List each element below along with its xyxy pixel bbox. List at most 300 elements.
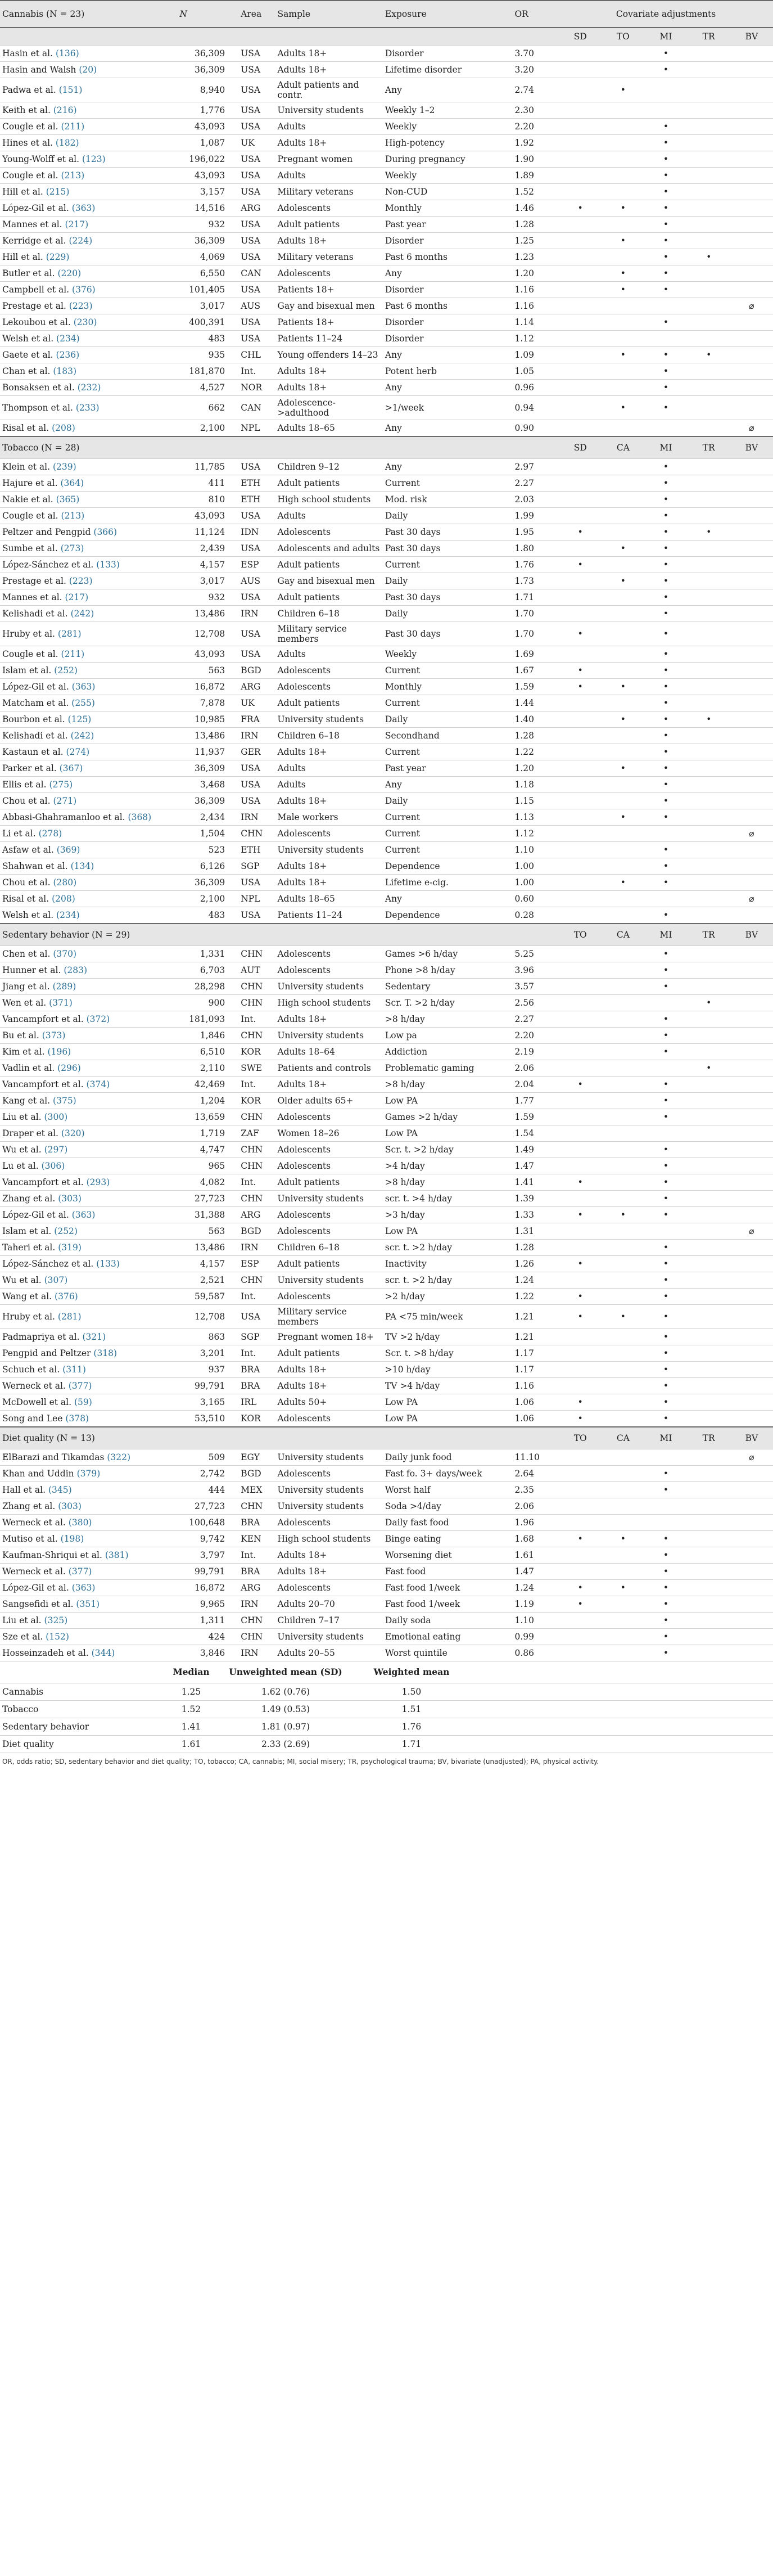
bv-cell [730, 1515, 773, 1531]
citation-link[interactable]: (322) [107, 1452, 131, 1462]
bv-cell [730, 1060, 773, 1077]
tr-cell [688, 1466, 730, 1482]
citation-link[interactable]: (303) [58, 1501, 82, 1511]
table-row [0, 184, 773, 200]
mi-cell [644, 891, 687, 907]
sd-cell [559, 842, 602, 858]
citation-link[interactable]: (229) [46, 252, 70, 262]
citation-link[interactable]: (307) [44, 1275, 68, 1285]
tr-cell [688, 492, 730, 508]
exposure-cell: Inactivity [383, 1256, 513, 1272]
citation-link[interactable]: (363) [71, 1210, 96, 1220]
citation-link[interactable]: (368) [128, 812, 152, 822]
exposure-cell: Dependence [383, 907, 513, 924]
tr-cell [688, 573, 730, 589]
sd-cell [559, 1142, 602, 1158]
covariate-code: TR [688, 436, 730, 459]
exposure-cell: Weekly [383, 168, 513, 184]
bv-cell [730, 793, 773, 809]
area-cell: USA [238, 119, 275, 135]
citation-link[interactable]: (252) [54, 665, 78, 675]
sd-cell [559, 217, 602, 233]
sample-cell: Adolescents and adults [275, 541, 382, 557]
citation-link[interactable]: (133) [96, 1259, 120, 1269]
study-cell: Hruby et al. (281) [0, 622, 177, 646]
citation-link[interactable]: (293) [86, 1177, 110, 1187]
exposure-cell: Fast food 1/week [383, 1596, 513, 1613]
n-cell: 411 [177, 475, 238, 492]
citation-link[interactable]: (125) [67, 714, 92, 724]
to-cell [602, 168, 644, 184]
study-cell: Chan et al. (183) [0, 363, 177, 380]
to-cell [602, 459, 644, 475]
exposure-cell: Low PA [383, 1411, 513, 1427]
citation-link[interactable]: (344) [91, 1648, 115, 1658]
citation-link[interactable]: (274) [66, 747, 90, 757]
citation-link[interactable]: (234) [56, 910, 80, 920]
area-cell: USA [238, 102, 275, 119]
to-cell [602, 1498, 644, 1515]
citation-link[interactable]: (321) [82, 1332, 106, 1342]
mi-cell: • [644, 1158, 687, 1174]
n-cell: 27,723 [177, 1498, 238, 1515]
mi-cell: • [644, 1613, 687, 1629]
citation-link[interactable]: (232) [77, 382, 101, 393]
or-cell: 1.47 [513, 1158, 559, 1174]
citation-link[interactable]: (213) [61, 170, 85, 181]
mi-cell: • [644, 217, 687, 233]
citation-link[interactable]: (377) [68, 1381, 92, 1391]
citation-link[interactable]: (151) [58, 85, 83, 95]
exposure-cell: During pregnancy [383, 151, 513, 168]
citation-link[interactable]: (275) [49, 780, 73, 790]
citation-link[interactable]: (379) [76, 1469, 101, 1479]
exposure-cell: Daily [383, 793, 513, 809]
mi-cell [644, 298, 687, 314]
n-cell: 9,965 [177, 1596, 238, 1613]
to-cell [602, 314, 644, 331]
sd-cell [559, 1011, 602, 1028]
bv-cell [730, 200, 773, 217]
citation-link[interactable]: (320) [61, 1128, 85, 1138]
citation-link[interactable]: (196) [47, 1047, 71, 1057]
citation-link[interactable]: (216) [53, 105, 77, 115]
mi-cell: • [644, 962, 687, 979]
study-cell: Kaufman-Shriqui et al. (381) [0, 1547, 177, 1564]
bv-cell [730, 380, 773, 396]
exposure-cell: Low PA [383, 1093, 513, 1109]
citation-link[interactable]: (233) [75, 403, 100, 413]
citation-link[interactable]: (134) [70, 861, 94, 871]
tr-cell [688, 508, 730, 524]
citation-link[interactable]: (281) [57, 629, 82, 639]
covariate-code: BV [730, 436, 773, 459]
table-row [0, 875, 773, 891]
exposure-cell: Any [383, 380, 513, 396]
citation-link[interactable]: (372) [86, 1014, 110, 1024]
area-cell: ESP [238, 1256, 275, 1272]
citation-link[interactable]: (211) [61, 121, 85, 132]
citation-link[interactable]: (381) [105, 1550, 129, 1560]
mi-cell: • [644, 842, 687, 858]
citation-link[interactable]: (234) [56, 334, 80, 344]
exposure-cell: >10 h/day [383, 1362, 513, 1378]
citation-link[interactable]: (182) [55, 138, 79, 148]
area-cell: USA [238, 646, 275, 663]
col-header-or: OR [513, 1, 559, 28]
citation-link[interactable]: (325) [44, 1615, 68, 1625]
bv-cell: ⌀ [730, 826, 773, 842]
sample-cell: Young offenders 14–23 [275, 347, 382, 363]
study-cell: López-Sánchez et al. (133) [0, 557, 177, 573]
mi-cell: • [644, 1174, 687, 1191]
or-cell: 1.39 [513, 1191, 559, 1207]
n-cell: 36,309 [177, 793, 238, 809]
area-cell: CHN [238, 1191, 275, 1207]
citation-link[interactable]: (239) [52, 462, 76, 472]
citation-link[interactable]: (376) [72, 285, 96, 295]
citation-link[interactable]: (345) [48, 1485, 72, 1495]
citation-link[interactable]: (363) [71, 682, 96, 692]
to-cell [602, 298, 644, 314]
citation-link[interactable]: (366) [93, 527, 117, 537]
summary-col-weighted: Weighted mean [352, 1661, 471, 1683]
citation-link[interactable]: (198) [60, 1534, 84, 1544]
bv-cell [730, 1109, 773, 1125]
area-cell: Int. [238, 1289, 275, 1305]
sd-cell [559, 907, 602, 924]
or-cell: 1.15 [513, 793, 559, 809]
citation-link[interactable]: (373) [42, 1030, 66, 1041]
sample-cell: Adolescence->adulthood [275, 396, 382, 420]
bv-cell [730, 1613, 773, 1629]
citation-link[interactable]: (152) [46, 1632, 69, 1642]
sample-cell: Adolescents [275, 265, 382, 282]
citation-link[interactable]: (278) [38, 828, 62, 839]
citation-link[interactable]: (364) [60, 478, 84, 488]
citation-link[interactable]: (297) [44, 1145, 68, 1155]
summary-col-unweighted: Unweighted mean (SD) [219, 1661, 352, 1683]
citation-link[interactable]: (371) [49, 998, 73, 1008]
to-cell [602, 1345, 644, 1362]
mi-cell: • [644, 151, 687, 168]
mi-cell: • [644, 875, 687, 891]
mi-cell: • [644, 573, 687, 589]
citation-link[interactable]: (369) [56, 845, 80, 855]
citation-link[interactable]: (136) [55, 48, 79, 58]
table-row [0, 589, 773, 606]
study-cell: Hines et al. (182) [0, 135, 177, 151]
or-cell: 1.24 [513, 1580, 559, 1596]
to-cell [602, 777, 644, 793]
citation-link[interactable]: (223) [69, 301, 93, 311]
sample-cell: Male workers [275, 809, 382, 826]
tr-cell [688, 541, 730, 557]
citation-link[interactable]: (255) [71, 698, 95, 708]
citation-link[interactable]: (363) [71, 1583, 96, 1593]
sample-cell: Adult patients [275, 1256, 382, 1272]
exposure-cell: Past 6 months [383, 249, 513, 265]
sd-cell [559, 331, 602, 347]
citation-link[interactable]: (230) [73, 317, 97, 327]
citation-link[interactable]: (220) [57, 268, 82, 278]
sd-cell [559, 1109, 602, 1125]
citation-link[interactable]: (311) [62, 1364, 86, 1375]
to-cell [602, 1564, 644, 1580]
exposure-cell: Lifetime disorder [383, 62, 513, 78]
bv-cell [730, 249, 773, 265]
tr-cell [688, 459, 730, 475]
study-cell: Risal et al. (208) [0, 420, 177, 437]
citation-link[interactable]: (224) [69, 236, 93, 246]
tr-cell [688, 809, 730, 826]
study-cell: López-Gil et al. (363) [0, 679, 177, 695]
bv-cell [730, 459, 773, 475]
to-cell [602, 1289, 644, 1305]
or-cell: 2.20 [513, 119, 559, 135]
tr-cell [688, 728, 730, 744]
study-cell: Ellis et al. (275) [0, 777, 177, 793]
citation-link[interactable]: (217) [65, 592, 89, 602]
tr-cell [688, 1411, 730, 1427]
to-cell [602, 826, 644, 842]
study-cell: Kerridge et al. (224) [0, 233, 177, 249]
table-row [0, 1011, 773, 1028]
table-row [0, 1125, 773, 1142]
tr-cell [688, 314, 730, 331]
n-cell: 6,550 [177, 265, 238, 282]
citation-link[interactable]: (271) [53, 796, 77, 806]
sample-cell: Adolescents [275, 946, 382, 962]
to-cell [602, 1466, 644, 1482]
sd-cell [559, 282, 602, 298]
bv-cell [730, 1191, 773, 1207]
n-cell: 1,846 [177, 1028, 238, 1044]
to-cell [602, 744, 644, 760]
sample-cell: Adults [275, 646, 382, 663]
bv-cell [730, 1305, 773, 1329]
mi-cell: • [644, 1207, 687, 1223]
n-cell: 100,648 [177, 1515, 238, 1531]
table-row [0, 1093, 773, 1109]
table-row [0, 249, 773, 265]
sample-cell: Adult patients [275, 589, 382, 606]
area-cell: Int. [238, 363, 275, 380]
sd-cell [559, 711, 602, 728]
n-cell: 27,723 [177, 1191, 238, 1207]
citation-link[interactable]: (211) [61, 649, 85, 659]
area-cell: AUT [238, 962, 275, 979]
citation-link[interactable]: (374) [86, 1079, 110, 1089]
citation-link[interactable]: (252) [54, 1226, 78, 1236]
area-cell: ETH [238, 475, 275, 492]
sd-cell: • [559, 663, 602, 679]
bv-cell [730, 78, 773, 102]
tr-cell [688, 760, 730, 777]
mi-cell [644, 1498, 687, 1515]
or-cell: 2.19 [513, 1044, 559, 1060]
mi-cell: • [644, 979, 687, 995]
citation-link[interactable]: (365) [56, 494, 80, 505]
mi-cell: • [644, 777, 687, 793]
tr-cell [688, 1613, 730, 1629]
bv-cell [730, 62, 773, 78]
citation-link[interactable]: (376) [55, 1291, 78, 1301]
citation-link[interactable]: (273) [60, 543, 84, 553]
to-cell: • [602, 711, 644, 728]
citation-link[interactable]: (319) [58, 1242, 82, 1253]
exposure-cell: Weekly 1–2 [383, 102, 513, 119]
mi-cell: • [644, 282, 687, 298]
citation-link[interactable]: (289) [52, 981, 76, 992]
mi-cell: • [644, 1645, 687, 1661]
sample-cell: Adolescents [275, 1207, 382, 1223]
citation-link[interactable]: (183) [53, 366, 77, 376]
table-row [0, 541, 773, 557]
area-cell: IRN [238, 1596, 275, 1613]
or-cell: 2.04 [513, 1077, 559, 1093]
area-cell: USA [238, 168, 275, 184]
exposure-cell: Emotional eating [383, 1629, 513, 1645]
bv-cell [730, 102, 773, 119]
tr-cell: • [688, 347, 730, 363]
citation-link[interactable]: (208) [52, 894, 75, 904]
citation-link[interactable]: (281) [57, 1312, 82, 1322]
citation-link[interactable]: (300) [44, 1112, 68, 1122]
sd-cell [559, 1564, 602, 1580]
bv-cell [730, 475, 773, 492]
sample-cell: Adolescents [275, 1466, 382, 1482]
citation-link[interactable]: (351) [76, 1599, 100, 1609]
exposure-cell: Scr. T. >2 h/day [383, 995, 513, 1011]
citation-link[interactable]: (208) [52, 423, 75, 433]
citation-link[interactable]: (377) [68, 1566, 92, 1577]
citation-link[interactable]: (375) [53, 1096, 76, 1106]
citation-link[interactable]: (306) [41, 1161, 65, 1171]
or-cell: 1.22 [513, 744, 559, 760]
citation-link[interactable]: (363) [71, 203, 96, 213]
citation-link[interactable]: (133) [96, 560, 120, 570]
sample-cell: Children 6–18 [275, 728, 382, 744]
table-row [0, 1256, 773, 1272]
citation-link[interactable]: (242) [70, 731, 94, 741]
to-cell [602, 1629, 644, 1645]
citation-link[interactable]: (380) [68, 1517, 92, 1528]
sd-cell [559, 168, 602, 184]
to-cell [602, 793, 644, 809]
or-cell: 1.41 [513, 1174, 559, 1191]
mi-cell [644, 826, 687, 842]
n-cell: 4,157 [177, 1256, 238, 1272]
mi-cell: • [644, 907, 687, 924]
mi-cell: • [644, 492, 687, 508]
n-cell: 12,708 [177, 622, 238, 646]
sd-cell: • [559, 1394, 602, 1411]
citation-link[interactable]: (296) [57, 1063, 81, 1073]
exposure-cell: Current [383, 475, 513, 492]
summary-median: 1.25 [163, 1683, 219, 1701]
citation-link[interactable]: (215) [46, 187, 70, 197]
sample-cell: Adults [275, 119, 382, 135]
area-cell: IDN [238, 524, 275, 541]
n-cell: 13,486 [177, 728, 238, 744]
exposure-cell: Daily [383, 573, 513, 589]
study-cell: Sze et al. (152) [0, 1629, 177, 1645]
citation-link[interactable]: (303) [58, 1194, 82, 1204]
citation-link[interactable]: (223) [69, 576, 93, 586]
area-cell: ARG [238, 200, 275, 217]
sample-cell: University students [275, 711, 382, 728]
citation-link[interactable]: (242) [70, 609, 94, 619]
sample-cell: Adults 18–65 [275, 420, 382, 437]
sample-cell: Adults [275, 760, 382, 777]
citation-link[interactable]: (213) [61, 511, 85, 521]
n-cell: 59,587 [177, 1289, 238, 1305]
study-cell: Padwa et al. (151) [0, 78, 177, 102]
or-cell: 1.44 [513, 695, 559, 711]
or-cell: 1.76 [513, 557, 559, 573]
citation-link[interactable]: (283) [64, 965, 88, 975]
sample-cell: Gay and bisexual men [275, 298, 382, 314]
citation-link[interactable]: (318) [93, 1348, 117, 1358]
covariate-code: CA [602, 924, 644, 946]
area-cell: CHN [238, 979, 275, 995]
tr-cell [688, 826, 730, 842]
citation-link[interactable]: (367) [59, 763, 83, 773]
exposure-cell: Past 30 days [383, 589, 513, 606]
citation-link[interactable]: (236) [56, 350, 80, 360]
code-sd: SD [559, 28, 602, 46]
citation-link[interactable]: (370) [53, 949, 76, 959]
exposure-cell: Sedentary [383, 979, 513, 995]
bv-cell [730, 979, 773, 995]
or-cell: 1.28 [513, 728, 559, 744]
citation-link[interactable]: (20) [79, 65, 97, 75]
area-cell: UK [238, 135, 275, 151]
to-cell [602, 1613, 644, 1629]
citation-link[interactable]: (217) [65, 219, 89, 229]
code-mi: MI [644, 28, 687, 46]
sample-cell: Women 18–26 [275, 1125, 382, 1142]
area-cell: Int. [238, 1174, 275, 1191]
study-cell: Werneck et al. (380) [0, 1515, 177, 1531]
citation-link[interactable]: (59) [74, 1397, 92, 1407]
or-cell: 1.10 [513, 1613, 559, 1629]
bv-cell [730, 135, 773, 151]
sample-cell: Patients 18+ [275, 282, 382, 298]
tr-cell [688, 646, 730, 663]
or-cell: 1.89 [513, 168, 559, 184]
area-cell: CAN [238, 396, 275, 420]
tr-cell [688, 1378, 730, 1394]
bv-cell [730, 1564, 773, 1580]
exposure-cell: Any [383, 420, 513, 437]
citation-link[interactable]: (378) [65, 1413, 89, 1424]
study-cell: Zhang et al. (303) [0, 1498, 177, 1515]
mi-cell [644, 1223, 687, 1240]
study-cell: López-Gil et al. (363) [0, 1580, 177, 1596]
table-row [0, 1345, 773, 1362]
citation-link[interactable]: (280) [53, 877, 77, 888]
or-cell: 2.56 [513, 995, 559, 1011]
table-row [0, 314, 773, 331]
tr-cell [688, 168, 730, 184]
n-cell: 3,017 [177, 298, 238, 314]
bv-cell [730, 809, 773, 826]
sd-cell [559, 760, 602, 777]
area-cell: ETH [238, 842, 275, 858]
citation-link[interactable]: (123) [82, 154, 106, 164]
